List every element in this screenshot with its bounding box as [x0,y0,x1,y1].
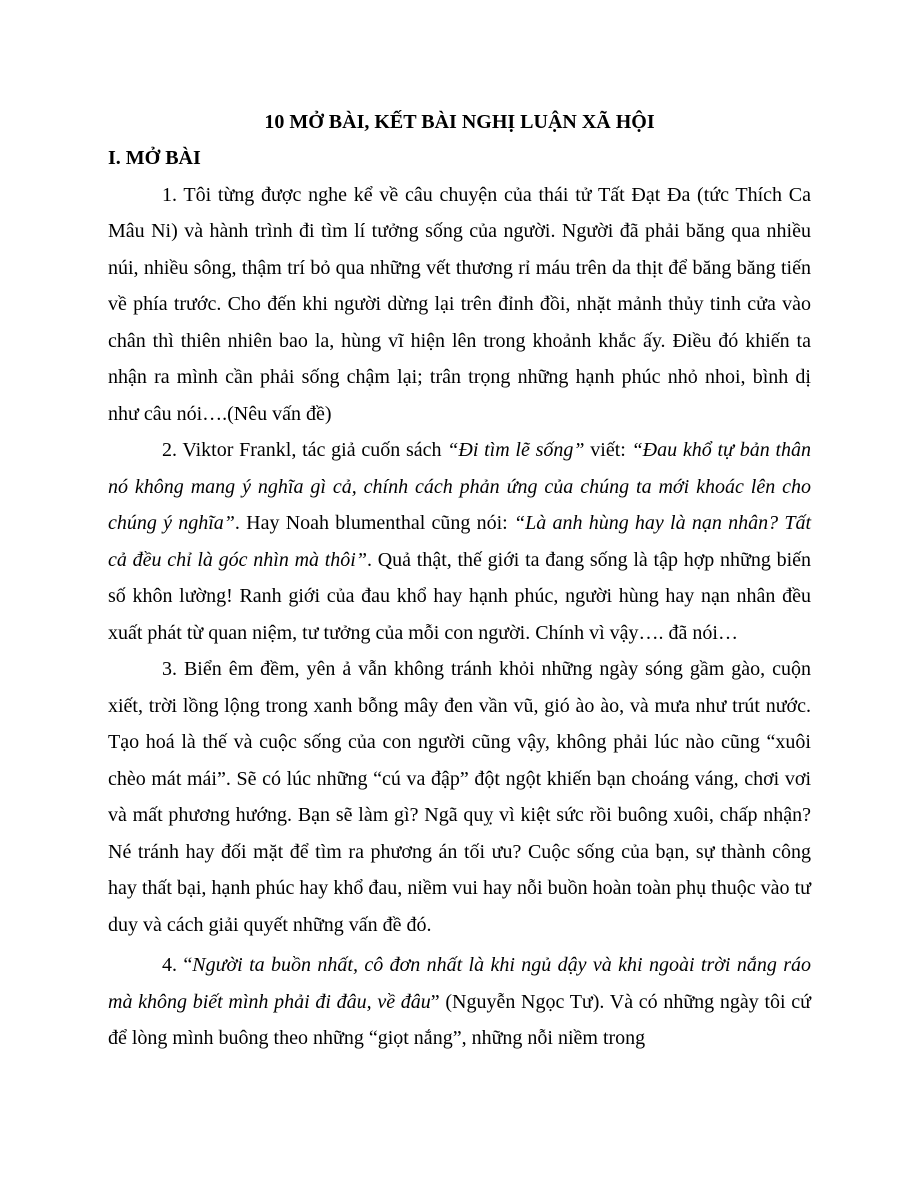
paragraph-4-text: ” (Nguyễn Ngọc Tư). Và có những ngày tôi cứ để lòng mình buông theo những “giọt nắng”, những nỗi niềm trong [108,990,811,1049]
paragraph-2-text: . Hay Noah blumenthal cũng nói: [234,512,514,534]
paragraph-2-text: 2. Viktor Frankl, tác giả cuốn sách [162,439,448,461]
paragraph-3 [108,651,811,943]
document-page [108,104,811,1057]
section-heading: I. MỞ BÀI [108,147,201,169]
paragraph-2 [108,432,811,651]
document-title: 10 MỞ BÀI, KẾT BÀI NGHỊ LUẬN XÃ HỘI [264,111,655,133]
paragraph-4-text: 4. “ [162,954,193,976]
paragraph-3-text: 3. Biển êm đềm, yên ả vẫn không tránh khỏi những ngày sóng gầm gào, cuộn xiết, trời lồng lộng trong xanh bỗng mây đen vần vũ, gió ào ào, và mưa như trút nước. Tạo hoá là thế và cuộc sống của con người cũng vậy, không phải lúc nào cũng “xuôi chèo mát mái”. Sẽ có lúc những “cú va đập” đột ngột khiến bạn choáng váng, chơi vơi và mất phương hướng. Bạn sẽ làm gì? Ngã quỵ vì kiệt sức rồi buông xuôi, chấp nhận? Né tránh hay đối mặt để tìm ra phương án tối ưu? Cuộc sống của bạn, sự thành công hay thất bại, hạnh phúc hay khổ đau, niềm vui hay nỗi buồn hoàn toàn phụ thuộc vào tư duy và cách giải quyết những vấn đề đó. [108,658,811,936]
paragraph-1 [108,177,811,433]
frankl-quote: “Đau khổ tự bản thân nó không mang ý nghĩa gì cả, chính cách phản ứng của chúng ta mới khoác lên cho chúng ý nghĩa” [108,439,812,534]
paragraph-2-text: . Quả thật, thế giới ta đang sống là tập hợp những biến số khôn lường! Ranh giới của đau khổ hay hạnh phúc, người hùng hay nạn nhân đều xuất phát từ quan niệm, tư tưởng của mỗi con người. Chính vì vậy…. đã nói… [108,548,812,644]
book-title-quote: “Đi tìm lẽ sống” [447,439,585,461]
nguyen-ngoc-tu-quote: Người ta buồn nhất, cô đơn nhất là khi ngủ dậy và khi ngoài trời nắng ráo mà không biết mình phải đi đâu, về đâu [108,954,811,1013]
paragraph-4 [108,947,811,1057]
paragraph-1-text: 1. Tôi từng được nghe kể về câu chuyện của thái tử Tất Đạt Đa (tức Thích Ca Mâu Ni) và hành trình đi tìm lí tưởng sống của người. Người đã phải băng qua nhiều núi, nhiều sông, thậm trí bỏ qua những vết thương rỉ máu trên da thịt để băng băng tiến về phía trước. Cho đến khi người dừng lại trên đỉnh đồi, nhặt mảnh thủy tinh cửa vào chân thì thiên nhiên bao la, hùng vĩ hiện lên trong khoảnh khắc ấy. Điều đó khiến ta nhận ra mình cần phải sống chậm lại; trân trọng những hạnh phúc nhỏ nhoi, bình dị như câu nói….(Nêu vấn đề) [108,183,811,425]
blumenthal-quote: “Là anh hùng hay là nạn nhân? Tất cả đều chỉ là góc nhìn mà thôi” [108,512,811,571]
paragraph-2-text: viết: [584,439,632,461]
